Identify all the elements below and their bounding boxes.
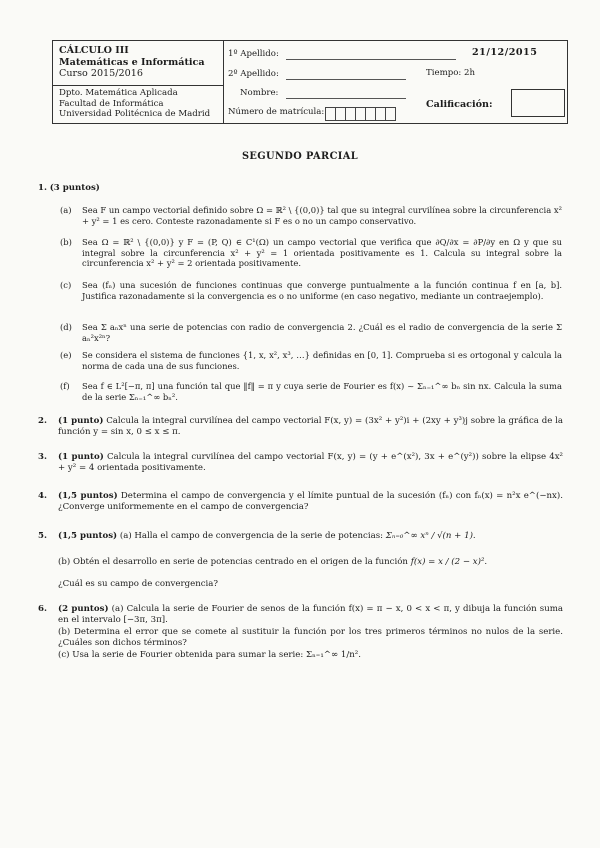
q5-b-formula: f(x) = x / (2 − x)². bbox=[410, 557, 488, 567]
question-5-b-q bbox=[38, 579, 563, 590]
degree-name: Matemáticas e Informática bbox=[59, 56, 205, 68]
q1-part-a bbox=[60, 205, 562, 226]
surname1-label: 1º Apellido: bbox=[228, 49, 279, 59]
q1-e-text: Se considera el sistema de funciones {1, x, x², x³, …} definidas en [0, 1]. Comprueba si es ortogonal y calcula la norma de cada una de sus funciones. bbox=[82, 350, 562, 371]
q6-b-text: (b) Determina el error que se comete al sustituir la función por los tres primeros términos no nulos de la serie. ¿Cuáles son dichos términos? bbox=[58, 627, 563, 649]
q3-number: 3. bbox=[38, 452, 47, 462]
name-label: Nombre: bbox=[240, 88, 279, 98]
q6-a-text: (a) Calcula la serie de Fourier de senos de la función f(x) = π − x, 0 < x < π, y dibuja la función suma en el intervalo [−3π, 3π]. bbox=[58, 604, 563, 626]
exam-title: SEGUNDO PARCIAL bbox=[241, 151, 359, 162]
question-5 bbox=[38, 531, 563, 542]
q5-a-formula: Σₙ₌₀^∞ xⁿ / √(n + 1). bbox=[385, 531, 476, 541]
q1-b-text: Sea Ω = ℝ² \ {(0,0)} y F = (P, Q) ∈ C¹(Ω) un campo vectorial que verifica que ∂Q/∂x = ∂P/∂y en Ω y que su integral sobre la circunferencia x² + y² = 1 orientada positivamente es 1. Calcula su integral sobre la circunferencia x² + y² = 2 orientada positivamente. bbox=[82, 237, 562, 269]
q1-d-label: (d) bbox=[60, 322, 72, 332]
q1-a-label: (a) bbox=[60, 205, 72, 215]
q1-part-b bbox=[60, 237, 562, 269]
q6-number: 6. bbox=[38, 604, 47, 614]
q1-f-text: Sea f ∈ L²[−π, π] una función tal que ‖f‖ = π y cuya serie de Fourier es f(x) ~ Σₙ₌₁^∞ bₙ sin nx. Calcula la suma de la serie Σₙ₌₁^∞ bₙ². bbox=[82, 381, 562, 402]
q2-text: Calcula la integral curvilínea del campo vectorial F(x, y) = (3x² + y²)i + (2xy + y³)j sobre la gráfica de la función y = sin x, 0 ≤ x ≤ π. bbox=[58, 416, 564, 438]
q6-points: (2 puntos) bbox=[58, 604, 109, 614]
q3-text: Calcula la integral curvilínea del campo vectorial F(x, y) = (y + e^(x²), 3x + e^(y²)) sobre la elipse 4x² + y² = 4 orientada positivamente. bbox=[58, 452, 564, 474]
q1-c-label: (c) bbox=[60, 280, 72, 290]
question-4 bbox=[38, 491, 563, 514]
q1-e-label: (e) bbox=[60, 350, 72, 360]
grade-box bbox=[511, 89, 565, 117]
q3-points: (1 punto) bbox=[58, 452, 104, 462]
q1-c-text: Sea (fₙ) una sucesión de funciones continuas que converge puntualmente a la función continua f en [a, b]. Justifica razonadamente si la convergencia es o no uniforme (en caso negativo, mediante un contraejemplo). bbox=[82, 280, 562, 301]
q5-points: (1,5 puntos) bbox=[58, 531, 118, 541]
exam-header bbox=[52, 40, 568, 124]
question-3 bbox=[38, 452, 563, 475]
q1-b-label: (b) bbox=[60, 237, 72, 247]
question-6-b bbox=[38, 627, 563, 650]
q1-part-f bbox=[60, 381, 562, 402]
question-2 bbox=[38, 416, 563, 439]
q5-a-text: (a) Halla el campo de convergencia de la serie de potencias: bbox=[119, 531, 384, 541]
question-5-b bbox=[38, 557, 563, 568]
q1-points: (3 puntos) bbox=[49, 183, 100, 193]
name-field[interactable] bbox=[286, 98, 406, 99]
surname1-field[interactable] bbox=[286, 59, 456, 60]
course-info bbox=[53, 41, 224, 123]
q1-part-c bbox=[60, 280, 562, 301]
university: Universidad Politécnica de Madrid bbox=[59, 109, 211, 119]
student-info bbox=[224, 41, 567, 123]
surname2-label: 2º Apellido: bbox=[228, 69, 279, 79]
q1-f-label: (f) bbox=[60, 381, 70, 391]
department: Dpto. Matemática Aplicada bbox=[59, 88, 178, 98]
q1-a-text: Sea F un campo vectorial definido sobre Ω = ℝ² \ {(0,0)} tal que su integral curvilínea sobre la circunferencia x² + y² = 1 es cero. Conteste razonadamente si F es o no un campo conservativo. bbox=[82, 205, 562, 226]
id-digit-boxes[interactable] bbox=[326, 107, 396, 121]
grade-label: Calificación: bbox=[426, 99, 493, 110]
exam-date: 21/12/2015 bbox=[472, 47, 538, 58]
q1-d-text: Sea Σ aₙxⁿ una serie de potencias con radio de convergencia 2. ¿Cuál es el radio de convergencia de la serie Σ aₙ²x²ⁿ? bbox=[82, 322, 562, 343]
id-label: Número de matrícula: bbox=[228, 107, 325, 117]
surname2-field[interactable] bbox=[286, 79, 406, 80]
q5-number: 5. bbox=[38, 531, 47, 541]
q5-b-question: ¿Cuál es su campo de convergencia? bbox=[58, 579, 219, 589]
question-1 bbox=[38, 183, 563, 194]
q5-b-text: (b) Obtén el desarrollo en serie de potencias centrado en el origen de la función bbox=[58, 557, 408, 567]
q1-part-d bbox=[60, 322, 562, 343]
question-6 bbox=[38, 604, 563, 627]
q2-number: 2. bbox=[38, 416, 47, 426]
q1-number: 1. bbox=[38, 183, 47, 193]
q1-part-e bbox=[60, 350, 562, 371]
q2-points: (1 punto) bbox=[58, 416, 104, 426]
q4-text: Determina el campo de convergencia y el límite puntual de la sucesión (fₙ) con fₙ(x) = n²x e^(−nx). ¿Converge uniformemente en el campo de convergencia? bbox=[58, 491, 563, 513]
course-name: CÁLCULO III bbox=[59, 45, 129, 56]
faculty: Facultad de Informática bbox=[59, 98, 164, 109]
q4-number: 4. bbox=[38, 491, 47, 501]
q4-points: (1,5 puntos) bbox=[58, 491, 118, 501]
q6-c-text: (c) Usa la serie de Fourier obtenida para sumar la serie: Σₙ₌₁^∞ 1/n². bbox=[58, 650, 361, 660]
time-limit: Tiempo: 2h bbox=[426, 68, 476, 78]
question-6-c bbox=[38, 650, 563, 661]
academic-year: Curso 2015/2016 bbox=[59, 68, 143, 79]
